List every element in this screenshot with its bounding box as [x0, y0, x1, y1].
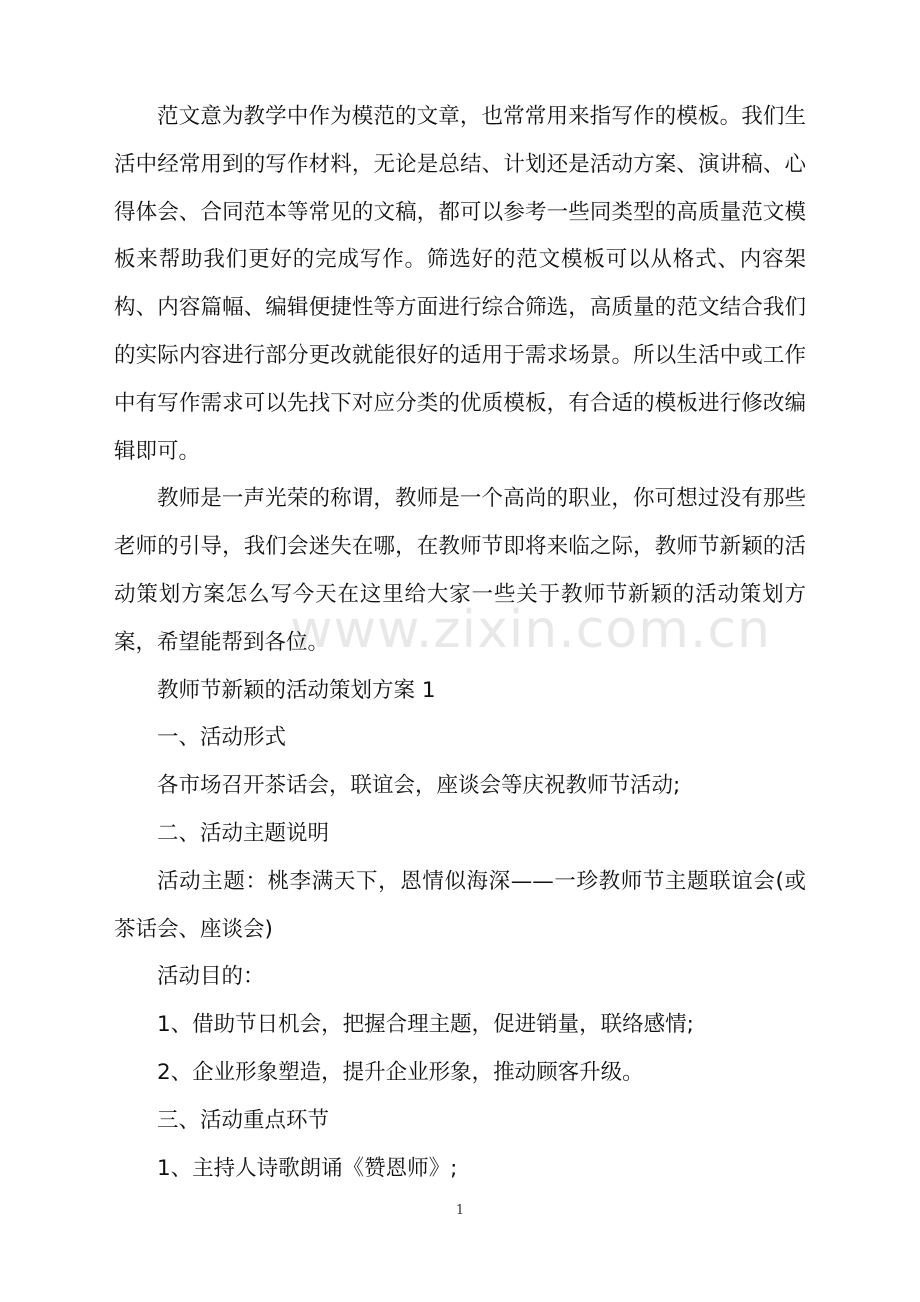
heading-activity-theme: 二、活动主题说明	[157, 820, 330, 846]
label-activity-purpose: 活动目的：	[157, 964, 265, 990]
watermark: www.zixin.com.cn	[290, 600, 771, 660]
list-item-session-1: 1、主持人诗歌朗诵《赞恩师》;	[157, 1155, 458, 1181]
paragraph-teacher-intro: 教师是一声光荣的称谓，教师是一个高尚的职业，你可想过没有那些老师的引导，我们会迷失在哪，在教师节即将来临之际，教师节新颖的活动策划方案怎么写今天在这里给大家一些关于教师节新颖的活动策划方案，希望能帮到各位。	[114, 486, 806, 655]
heading-activity-form: 一、活动形式	[157, 725, 287, 751]
paragraph-intro: 范文意为教学中作为模范的文章，也常常用来指写作的模板。我们生活中经常用到的写作材料，无论是总结、计划还是活动方案、演讲稿、心得体会、合同范本等常见的文稿，都可以参考一些同类型的高质量范文模板来帮助我们更好的完成写作。筛选好的范文模板可以从格式、内容架构、内容篇幅、编辑便捷性等方面进行综合筛选，高质量的范文结合我们的实际内容进行部分更改就能很好的适用于需求场景。所以生活中或工作中有写作需求可以先找下对应分类的优质模板，有合适的模板进行修改编辑即可。	[114, 104, 806, 464]
page-number: 1	[455, 1203, 465, 1218]
section-title: 教师节新颖的活动策划方案 1	[157, 677, 436, 703]
list-item-purpose-2: 2、企业形象塑造，提升企业形象，推动顾客升级。	[157, 1059, 644, 1085]
paragraph-activity-form: 各市场召开茶话会，联谊会，座谈会等庆祝教师节活动;	[157, 773, 681, 799]
heading-key-sessions: 三、活动重点环节	[157, 1107, 330, 1133]
list-item-purpose-1: 1、借助节日机会，把握合理主题，促进销量，联络感情;	[157, 1012, 694, 1038]
paragraph-activity-theme: 活动主题：桃李满天下，恩情似海深——一珍教师节主题联谊会(或茶话会、座谈会)	[114, 868, 806, 942]
